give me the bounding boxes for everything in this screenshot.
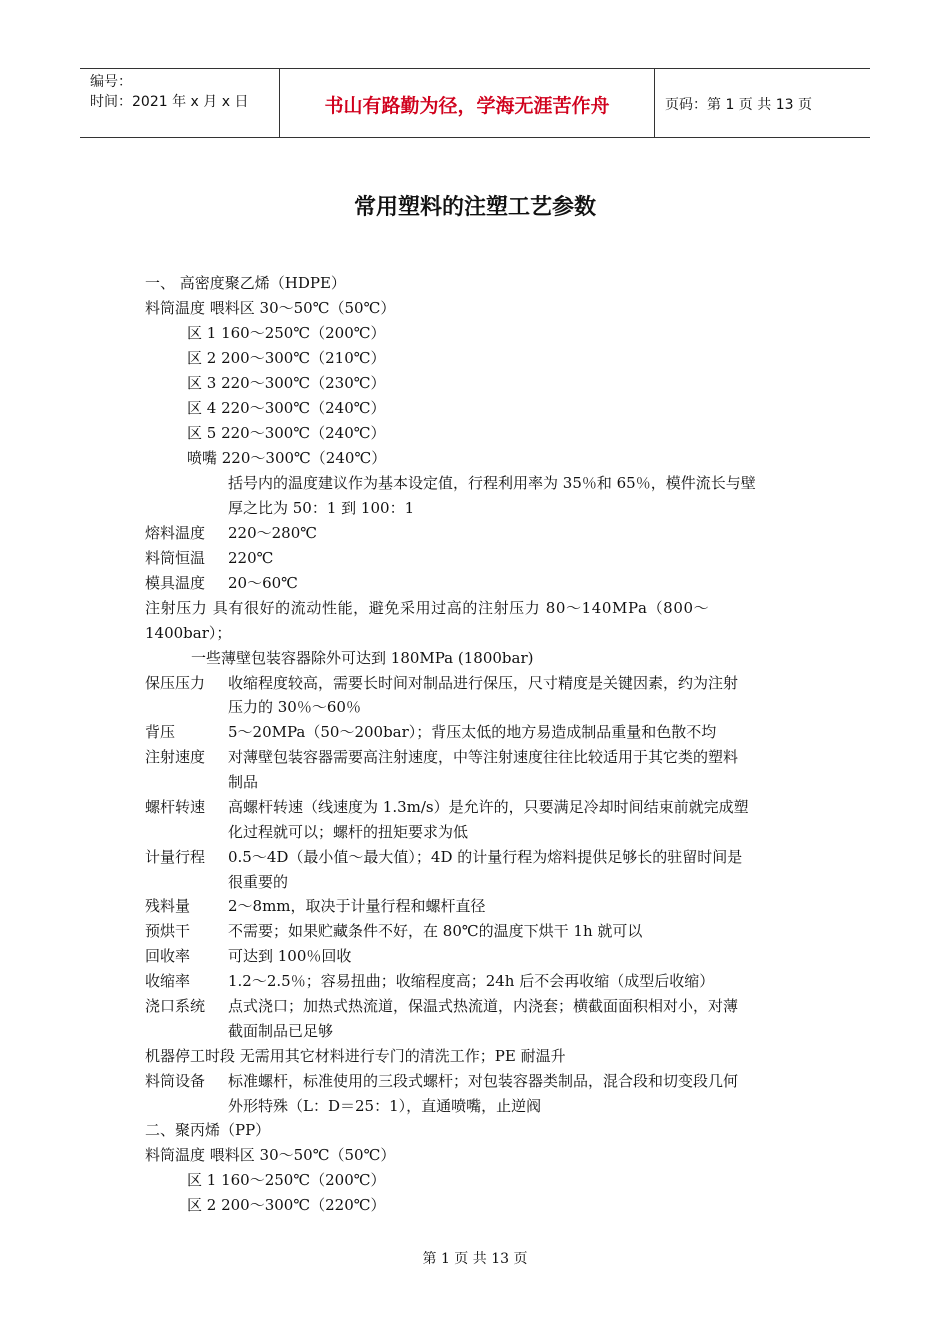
shrinkage-value: 1.2～2.5％；容易扭曲；收缩程度高；24h 后不会再收缩（成型后收缩） [228,972,715,990]
zone4-temp: 区 4 220～300℃（240℃） [187,399,386,417]
zone1-temp: 区 1 160～250℃（200℃） [187,324,386,342]
zone3-temp: 区 3 220～300℃（230℃） [187,374,386,392]
gate-system-value2: 截面制品已足够 [228,1022,334,1040]
injection-pressure-line3: 一些薄壁包装容器除外可达到 180MPa (1800bar) [191,649,534,667]
gate-system-value1: 点式浇口；加热式热流道，保温式热流道，内浇套；横截面面积相对小，对薄 [228,997,739,1015]
section1-heading: 一、 高密度聚乙烯（HDPE） [145,274,346,292]
mold-temp-label: 模具温度 [145,574,206,592]
barrel-equipment-value1: 标准螺杆，标准使用的三段式螺杆；对包装容器类制品，混合段和切变段几何 [228,1072,739,1090]
screw-speed-value2: 化过程就可以；螺杆的扭矩要求为低 [228,823,469,841]
melt-temp-value: 220～280℃ [228,524,318,542]
screw-speed-label: 螺杆转速 [145,798,206,816]
cushion-value: 2～8mm，取决于计量行程和螺杆直径 [228,897,486,915]
shrinkage-label: 收缩率 [145,972,191,990]
serial-label: 编号： [90,74,132,90]
mold-temp-value: 20～60℃ [228,574,298,592]
motto: 书山有路勤为径，学海无涯苦作舟 [324,95,610,117]
metering-stroke-label: 计量行程 [145,848,206,866]
barrel-hold-value: 220℃ [228,549,274,567]
zone5-temp: 区 5 220～300℃（240℃） [187,424,386,442]
barrel-temp-feed: 料筒温度 喂料区 30～50℃（50℃） [145,299,396,317]
page-info: 页码：第 1 页 共 13 页 [665,97,812,113]
date-label: 时间：2021 年 x 月 x 日 [90,94,249,110]
predrying-value: 不需要；如果贮藏条件不好，在 80℃的温度下烘干 1h 就可以 [228,922,643,940]
recycle-value: 可达到 100％回收 [228,947,352,965]
back-pressure-value: 5～20MPa（50～200bar）；背压太低的地方易造成制品重量和色散不均 [228,723,717,741]
barrel-hold-label: 料筒恒温 [145,549,206,567]
header-left-cell [80,69,280,137]
metering-stroke-value1: 0.5～4D（最小值～最大值）；4D 的计量行程为熔料提供足够长的驻留时间是 [228,848,743,866]
note-line1: 括号内的温度建议作为基本设定值，行程利用率为 35％和 65％，模件流长与壁 [228,474,756,492]
predrying-label: 预烘干 [145,922,191,940]
section2-heading: 二、聚丙烯（PP） [145,1121,271,1139]
page-footer: 第 1 页 共 13 页 [422,1251,528,1267]
melt-temp-label: 熔料温度 [145,524,206,542]
note-line2: 厚之比为 50：1 到 100：1 [228,499,415,517]
nozzle-temp: 喷嘴 220～300℃（240℃） [187,449,387,467]
injection-speed-value1: 对薄壁包装容器需要高注射速度，中等注射速度往往比较适用于其它类的塑料 [228,748,739,766]
section2-zone1-temp: 区 1 160～250℃（200℃） [187,1171,386,1189]
recycle-label: 回收率 [145,947,191,965]
zone2-temp: 区 2 200～300℃（210℃） [187,349,386,367]
barrel-equipment-label: 料筒设备 [145,1072,206,1090]
section2-zone2-temp: 区 2 200～300℃（220℃） [187,1196,386,1214]
back-pressure-label: 背压 [145,723,176,741]
holding-pressure-value2: 压力的 30％～60％ [228,698,361,716]
header-table [80,68,870,138]
holding-pressure-value1: 收缩程度较高，需要长时间对制品进行保压，尺寸精度是关键因素，约为注射 [228,674,739,692]
cushion-label: 残料量 [145,897,191,915]
machine-shutdown-line: 机器停工时段 无需用其它材料进行专门的清洗工作；PE 耐温升 [145,1047,566,1065]
holding-pressure-label: 保压压力 [145,674,206,692]
gate-system-label: 浇口系统 [145,997,206,1015]
injection-speed-label: 注射速度 [145,748,206,766]
section2-barrel-temp-feed: 料筒温度 喂料区 30～50℃（50℃） [145,1146,396,1164]
metering-stroke-value2: 很重要的 [228,873,289,891]
header-center-cell [280,69,655,137]
barrel-equipment-value2: 外形特殊（L：D＝25：1），直通喷嘴，止逆阀 [228,1097,542,1115]
injection-pressure-line1: 注射压力 具有很好的流动性能，避免采用过高的注射压力 80～140MPa（800～ [145,599,710,617]
document-title: 常用塑料的注塑工艺参数 [353,195,596,220]
injection-pressure-line2: 1400bar）； [145,624,232,642]
header-right-cell [655,69,870,137]
screw-speed-value1: 高螺杆转速（线速度为 1.3m/s）是允许的，只要满足冷却时间结束前就完成塑 [228,798,749,816]
injection-speed-value2: 制品 [228,773,259,791]
